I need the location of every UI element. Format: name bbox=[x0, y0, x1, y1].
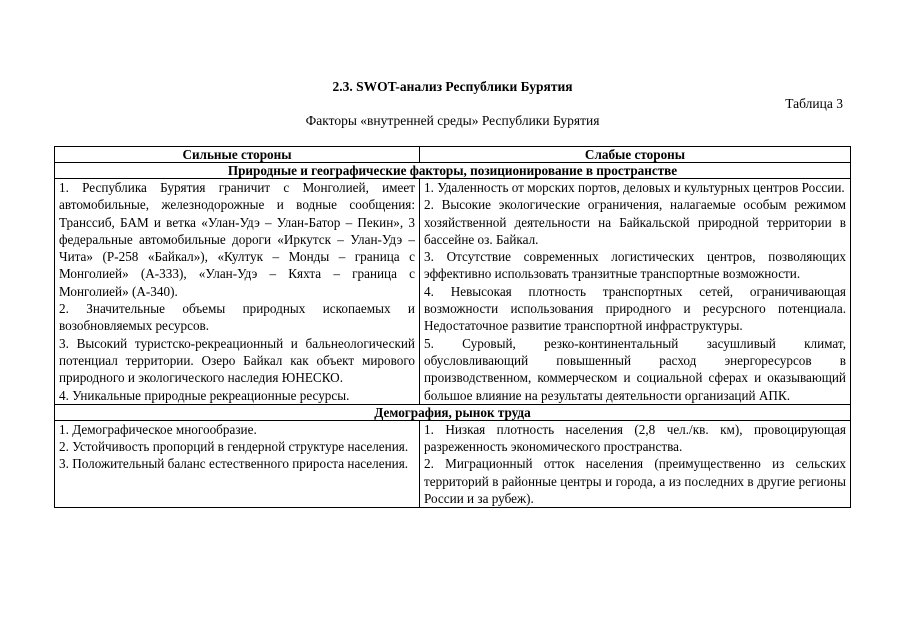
table-number: Таблица 3 bbox=[785, 96, 843, 111]
table-row bbox=[55, 420, 851, 507]
strength-item: 4. Уникальные природные рекреационные ресурсы. bbox=[59, 387, 350, 403]
header-strengths: Сильные стороны bbox=[55, 147, 420, 163]
weakness-item: 2. Миграционный отток населения (преимущественно из сельских территорий в районные центры и города, а из последних в другие регионы России и за рубеж). bbox=[424, 456, 846, 507]
table-row bbox=[55, 179, 851, 405]
strengths-cell bbox=[55, 420, 420, 507]
section-title: Природные и географические факторы, позиционирование в пространстве bbox=[55, 163, 851, 179]
table-caption: Факторы «внутренней среды» Республики Бурятия bbox=[305, 113, 600, 128]
weakness-item: 4. Невысокая плотность транспортных сетей, ограничивающая возможности использования природного и ресурсного потенциала. Недостаточное развитие транспортной инфраструктуры. bbox=[424, 283, 846, 334]
strength-item: 2. Устойчивость пропорций в гендерной структуре населения. bbox=[59, 439, 409, 455]
weakness-item: 5. Суровый, резко-континентальный засушливый климат, обусловливающий повышенный расход энергоресурсов в производственном, коммерческом и социальной сферах и оказывающий большое влияние на результаты деятельности организаций АПК. bbox=[424, 335, 846, 403]
section-row-geography bbox=[55, 163, 851, 179]
strength-item: 3. Положительный баланс естественного прироста населения. bbox=[59, 456, 409, 472]
section-heading: 2.3. SWOT-анализ Республики Бурятия bbox=[332, 79, 573, 94]
strength-item: 1. Республика Бурятия граничит с Монголией, имеет автомобильные, железнодорожные и водные сообщения: Транссиб, БАМ и ветка «Улан-Удэ – Улан-Батор – Пекин», 3 федеральные автомобильные дороги «Иркутск – Улан-Удэ – Чита» (Р-258 «Байкал»), «Култук – Монды – граница с Монголией» (А-333), «Улан-Удэ – Кяхта – граница с Монголией» (А-340). bbox=[59, 180, 415, 299]
table-header-row bbox=[55, 147, 851, 163]
section-row-demography bbox=[55, 404, 851, 420]
weakness-item: 3. Отсутствие современных логистических центров, позволяющих эффективно использовать транзитные транспортные возможности. bbox=[424, 249, 846, 282]
section-title: Демография, рынок труда bbox=[55, 404, 851, 420]
strength-item: 1. Демографическое многообразие. bbox=[59, 421, 257, 437]
header-weaknesses: Слабые стороны bbox=[420, 147, 851, 163]
weakness-item: 1. Низкая плотность населения (2,8 чел./кв. км), провоцирующая разреженность экономического пространства. bbox=[424, 421, 846, 455]
swot-table bbox=[54, 146, 851, 508]
weakness-item: 2. Высокие экологические ограничения, налагаемые особым режимом хозяйственной деятельности на Байкальской природной территории в бассейне оз. Байкал. bbox=[424, 197, 846, 247]
strength-item: 2. Значительные объемы природных ископаемых и возобновляемых ресурсов. bbox=[59, 301, 415, 334]
strength-item: 3. Высокий туристско-рекреационный и бальнеологический потенциал территории. Озеро Байкал как объект мирового природного и экологического наследия ЮНЕСКО. bbox=[59, 335, 415, 386]
weakness-item: 1. Удаленность от морских портов, деловых и культурных центров России. bbox=[424, 180, 845, 195]
weaknesses-cell bbox=[420, 420, 851, 507]
strengths-cell bbox=[55, 179, 420, 405]
weaknesses-cell bbox=[420, 179, 851, 405]
